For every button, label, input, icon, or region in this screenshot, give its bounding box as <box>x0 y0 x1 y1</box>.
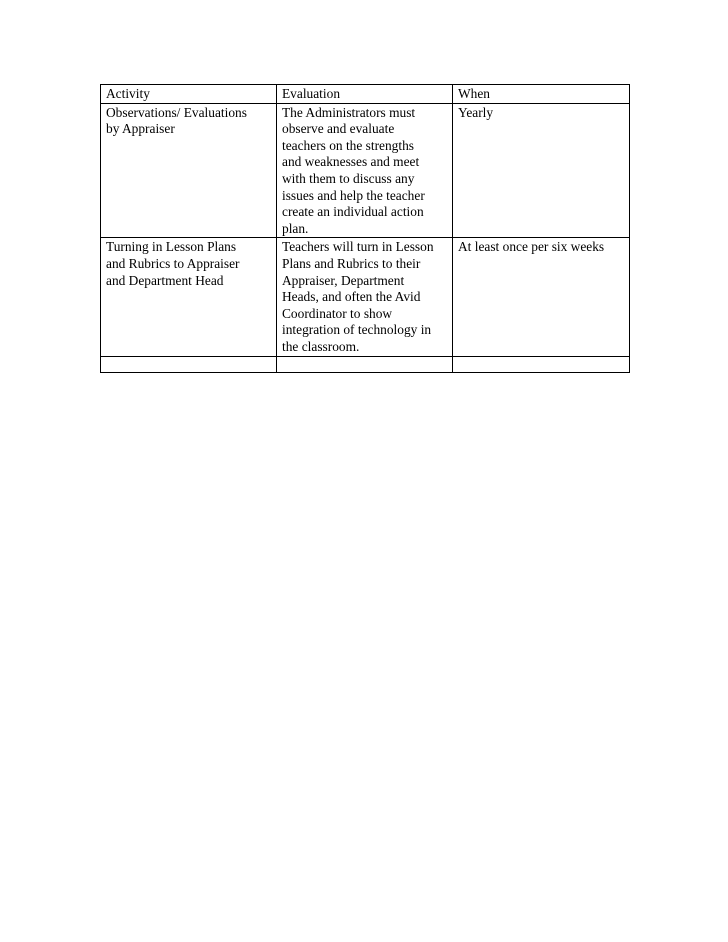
table-row <box>101 238 630 356</box>
table-row-empty <box>101 356 630 372</box>
table-header-row <box>101 85 630 104</box>
header-when: When <box>453 85 630 104</box>
cell-evaluation: Teachers will turn in Lesson Plans and Rubrics to their Appraiser, Department Heads, and often the Avid Coordinator to show integration of technology in the classroom. <box>277 238 453 356</box>
cell-evaluation <box>277 356 453 372</box>
cell-when <box>453 356 630 372</box>
cell-activity: Turning in Lesson Plans and Rubrics to Appraiser and Department Head <box>101 238 277 356</box>
cell-activity: Observations/ Evaluations by Appraiser <box>101 103 277 238</box>
header-activity: Activity <box>101 85 277 104</box>
cell-evaluation: The Administrators must observe and evaluate teachers on the strengths and weaknesses and meet with them to discuss any issues and help the teacher create an individual action plan. <box>277 103 453 238</box>
cell-when: Yearly <box>453 103 630 238</box>
table-row <box>101 103 630 238</box>
header-evaluation: Evaluation <box>277 85 453 104</box>
evaluation-table <box>100 84 630 373</box>
cell-when: At least once per six weeks <box>453 238 630 356</box>
cell-activity <box>101 356 277 372</box>
